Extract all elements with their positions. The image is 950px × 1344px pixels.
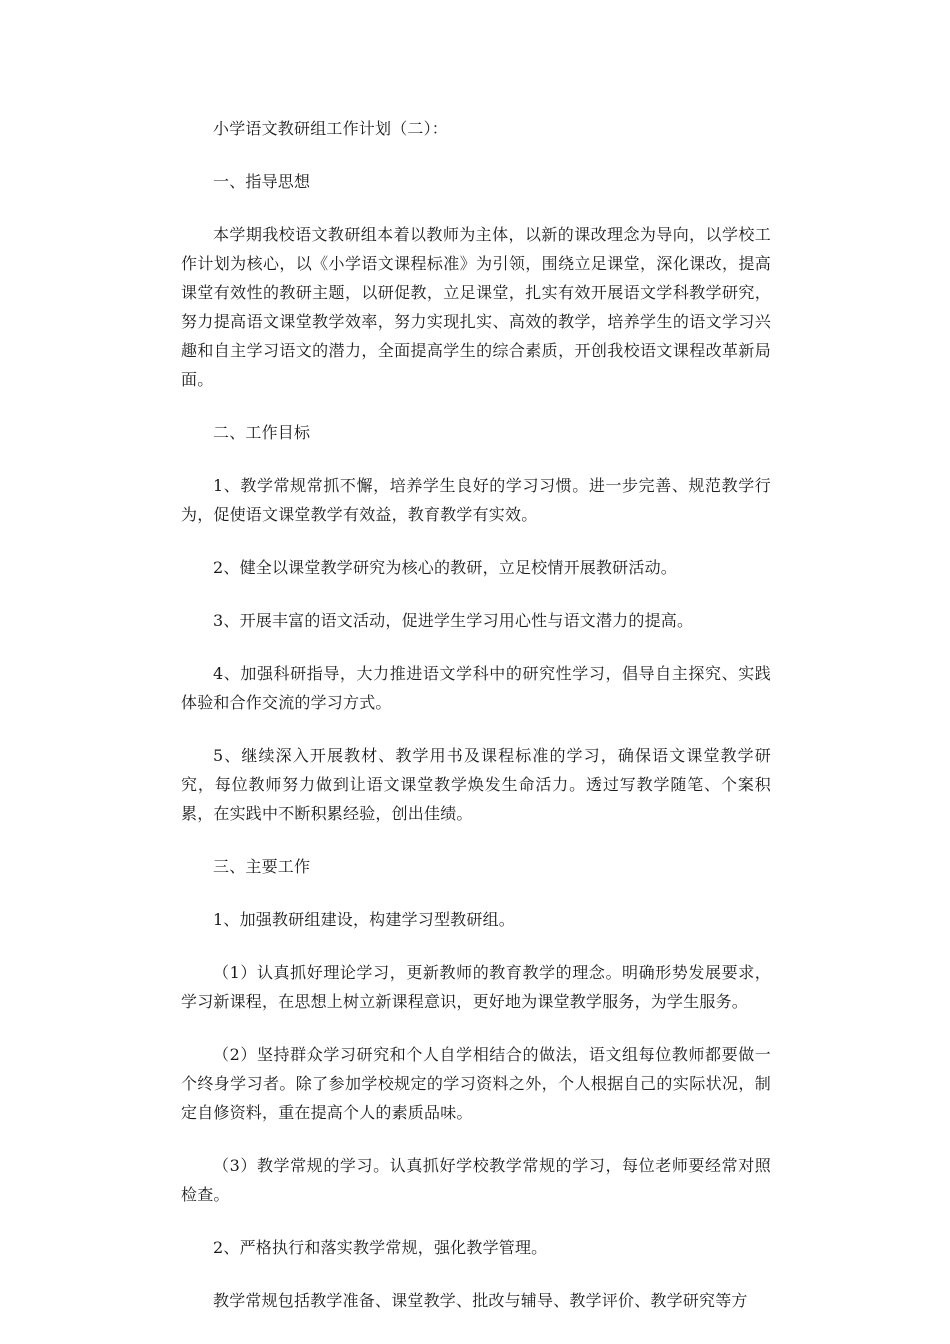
main-work-subitem-1: （1）认真抓好理论学习，更新教师的教育教学的理念。明确形势发展要求，学习新课程，在思想上树立新课程意识，更好地为课堂教学服务，为学生服务。 — [181, 963, 771, 1011]
goal-item-2: 2、健全以课堂教学研究为核心的教研，立足校情开展教研活动。 — [213, 558, 677, 577]
document-title: 小学语文教研组工作计划（二）： — [213, 119, 449, 138]
goal-item-3: 3、开展丰富的语文活动，促进学生学习用心性与语文潜力的提高。 — [213, 611, 694, 630]
main-work-item-1: 1、加强教研组建设，构建学习型教研组。 — [213, 910, 515, 929]
document-page — [181, 114, 771, 1315]
section-heading-work-goals: 二、工作目标 — [213, 423, 311, 442]
goal-item-1: 1、教学常规常抓不懈，培养学生良好的学习习惯。进一步完善、规范教学行为，促使语文课堂教学有效益，教育教学有实效。 — [181, 476, 771, 524]
section-heading-guiding-ideology: 一、指导思想 — [213, 172, 311, 191]
main-work-item-2: 2、严格执行和落实教学常规，强化教学管理。 — [213, 1238, 548, 1257]
main-work-subitem-3: （3）教学常规的学习。认真抓好学校教学常规的学习，每位老师要经常对照检查。 — [181, 1156, 771, 1204]
goal-item-4: 4、加强科研指导，大力推进语文学科中的研究性学习，倡导自主探究、实践体验和合作交流的学习方式。 — [181, 664, 771, 712]
paragraph-guiding-ideology: 本学期我校语文教研组本着以教师为主体，以新的课改理念为导向，以学校工作计划为核心，以《小学语文课程标准》为引领，围绕立足课堂，深化课改，提高课堂有效性的教研主题，以研促教，立足课堂，扎实有效开展语文学科教学研究，努力提高语文课堂教学效率，努力实现扎实、高效的教学，培养学生的语文学习兴趣和自主学习语文的潜力，全面提高学生的综合素质，开创我校语文课程改革新局面。 — [181, 225, 771, 389]
goal-item-5: 5、继续深入开展教材、教学用书及课程标准的学习，确保语文课堂教学研究，每位教师努力做到让语文课堂教学焕发生命活力。透过写教学随笔、个案积累，在实践中不断积累经验，创出佳绩。 — [181, 746, 771, 823]
section-heading-main-work: 三、主要工作 — [213, 857, 311, 876]
main-work-subitem-2: （2）坚持群众学习研究和个人自学相结合的做法，语文组每位教师都要做一个终身学习者。除了参加学校规定的学习资料之外，个人根据自己的实际状况，制定自修资料，重在提高个人的素质品味。 — [181, 1045, 771, 1122]
main-work-item-2-body: 教学常规包括教学准备、课堂教学、批改与辅导、教学评价、教学研究等方 — [213, 1291, 748, 1310]
